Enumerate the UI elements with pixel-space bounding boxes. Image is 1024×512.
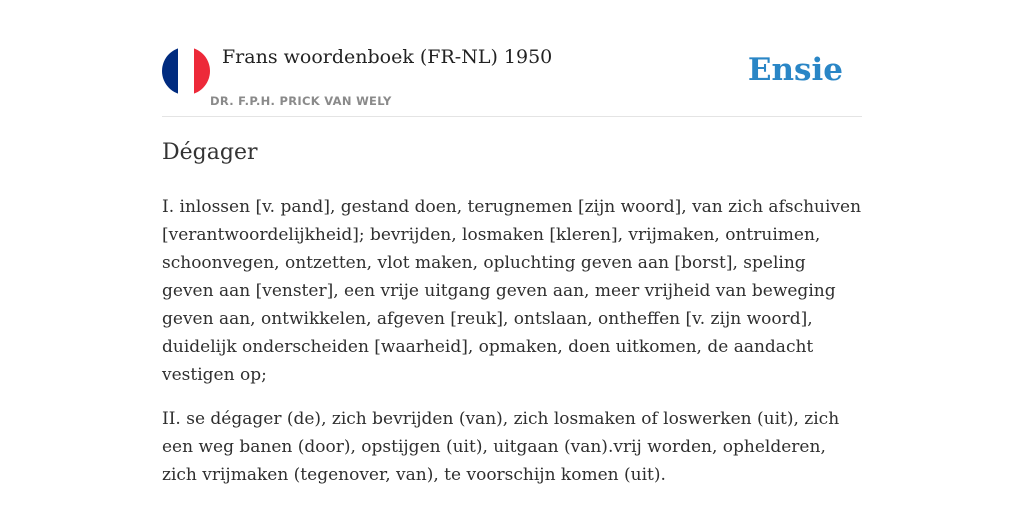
- definition-paragraph: II. se dégager (de), zich bevrijden (van), zich losmaken of loswerken (uit), zich een weg banen (door), opstijgen (uit), uitgaan (van).vrij worden, ophelderen, zich vrijmaken (tegenover, van), te voorschijn komen (uit).: [162, 409, 840, 485]
- dictionary-author: DR. F.P.H. PRICK VAN WELY: [210, 94, 392, 108]
- france-flag-icon: [162, 47, 210, 95]
- dictionary-header: [162, 0, 862, 117]
- flag-stripe-blue: [162, 47, 178, 95]
- flag-stripe-white: [178, 47, 194, 95]
- entry-definitions: [162, 193, 862, 505]
- definition-paragraph: I. inlossen [v. pand], gestand doen, terugnemen [zijn woord], van zich afschuiven [verantwoordelijkheid]; bevrijden, losmaken [kleren], vrijmaken, ontruimen, schoonvegen, ontzetten, vlot maken, opluchting geven aan [borst], speling geven aan [venster], een vrije uitgang geven aan, meer vrijheid van beweging geven aan, ontwikkelen, afgeven [reuk], ontslaan, ontheffen [v. zijn woord], duidelijk onderscheiden [waarheid], opmaken, doen uitkomen, de aandacht vestigen op;: [162, 197, 862, 385]
- dictionary-card: [162, 0, 862, 512]
- entry-headword: Dégager: [162, 140, 258, 165]
- brand-logo[interactable]: Ensie: [747, 52, 843, 88]
- dictionary-title[interactable]: Frans woordenboek (FR-NL) 1950: [222, 46, 553, 68]
- flag-stripe-red: [194, 47, 210, 95]
